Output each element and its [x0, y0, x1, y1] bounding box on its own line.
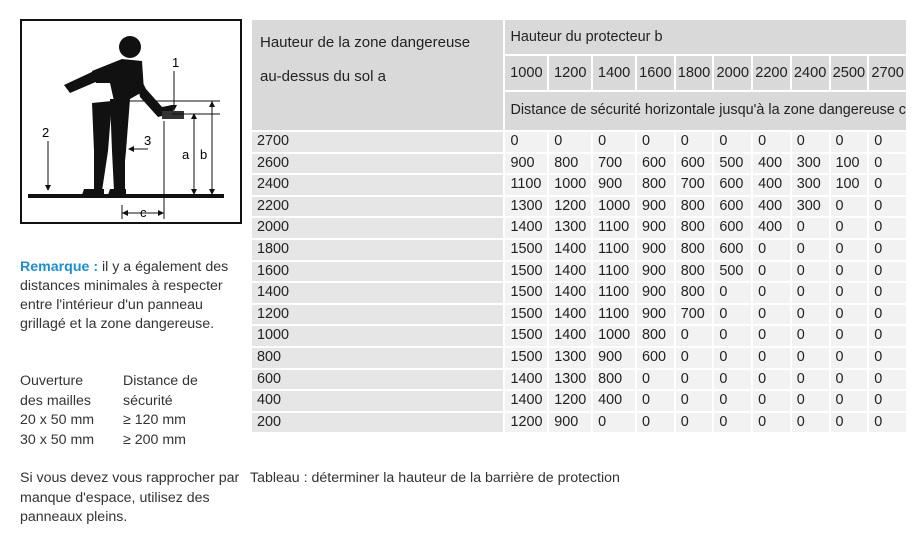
distance-cell: 0 — [831, 132, 868, 152]
zone-height-cell: 1600 — [252, 262, 503, 282]
distance-cell: 100 — [831, 175, 868, 195]
distance-cell: 0 — [869, 391, 906, 411]
distance-cell: 1400 — [505, 218, 547, 238]
distance-cell: 1100 — [593, 240, 635, 260]
zone-height-cell: 600 — [252, 370, 503, 390]
column-header: 1400 — [593, 56, 635, 90]
distance-cell: 0 — [792, 326, 829, 346]
remark-label: Remarque : — [20, 259, 99, 275]
distance-cell: 0 — [714, 305, 751, 325]
distance-cell: 0 — [549, 132, 591, 152]
distance-cell: 1500 — [505, 305, 547, 325]
zone-height-cell: 2700 — [252, 132, 503, 152]
distance-cell: 1100 — [505, 175, 547, 195]
distance-cell: 1000 — [593, 197, 635, 217]
protector-height-header: Hauteur du protecteur b — [505, 20, 906, 54]
distance-cell: 400 — [753, 154, 790, 174]
zone-height-cell: 2400 — [252, 175, 503, 195]
distance-cell: 0 — [792, 391, 829, 411]
safety-distance-figure — [20, 19, 242, 224]
distance-cell: 1300 — [549, 218, 591, 238]
column-header: 1200 — [549, 56, 591, 90]
distance-cell: 700 — [676, 175, 713, 195]
figure-label-c: c — [140, 205, 147, 220]
distance-cell: 1400 — [505, 391, 547, 411]
column-header: 2200 — [753, 56, 790, 90]
distance-cell: 0 — [753, 413, 790, 433]
distance-cell: 600 — [676, 154, 713, 174]
horizontal-distance-header: Distance de sécurité horizontale jusqu'à la zone dangereuse c — [505, 92, 906, 130]
zone-height-cell: 1000 — [252, 326, 503, 346]
distance-cell: 900 — [593, 175, 635, 195]
distance-cell: 800 — [549, 154, 591, 174]
distance-cell: 1500 — [505, 348, 547, 368]
distance-cell: 1300 — [549, 348, 591, 368]
distance-cell: 600 — [714, 218, 751, 238]
zone-height-cell: 2200 — [252, 197, 503, 217]
mesh-distance-header-2: sécurité — [123, 392, 173, 409]
distance-cell: 0 — [869, 240, 906, 260]
distance-cell: 600 — [637, 154, 674, 174]
distance-cell: 1200 — [505, 413, 547, 433]
distance-cell: 0 — [831, 240, 868, 260]
table-row — [252, 218, 906, 238]
column-header: 1800 — [676, 56, 713, 90]
distance-cell: 1300 — [549, 370, 591, 390]
column-header: 2400 — [792, 56, 829, 90]
distance-cell: 1100 — [593, 262, 635, 282]
distance-cell: 300 — [792, 175, 829, 195]
table-row — [252, 348, 906, 368]
distance-cell: 0 — [753, 283, 790, 303]
table-row — [252, 370, 906, 390]
distance-cell: 0 — [831, 218, 868, 238]
column-header: 2500 — [831, 56, 868, 90]
zone-height-cell: 1800 — [252, 240, 503, 260]
distance-cell: 1500 — [505, 262, 547, 282]
table-row — [252, 305, 906, 325]
distance-cell: 0 — [792, 262, 829, 282]
distance-cell: 0 — [869, 370, 906, 390]
distance-cell: 0 — [792, 370, 829, 390]
distance-cell: 700 — [676, 305, 713, 325]
distance-cell: 0 — [869, 218, 906, 238]
distance-cell: 0 — [792, 305, 829, 325]
distance-cell: 0 — [869, 413, 906, 433]
distance-cell: 900 — [637, 305, 674, 325]
distance-cell: 1500 — [505, 283, 547, 303]
distance-cell: 0 — [753, 326, 790, 346]
distance-cell: 0 — [714, 370, 751, 390]
distance-cell: 300 — [792, 197, 829, 217]
distance-cell: 400 — [593, 391, 635, 411]
distance-cell: 400 — [753, 175, 790, 195]
distance-cell: 400 — [753, 197, 790, 217]
figure-label-a: a — [182, 147, 190, 162]
distance-cell: 0 — [831, 348, 868, 368]
distance-cell: 0 — [593, 413, 635, 433]
distance-cell: 0 — [505, 132, 547, 152]
distance-cell: 0 — [869, 348, 906, 368]
worker-barrier-illustration — [22, 21, 240, 222]
figure-label-2: 2 — [42, 125, 50, 140]
distance-cell: 0 — [869, 132, 906, 152]
distance-cell: 900 — [637, 197, 674, 217]
distance-cell: 900 — [549, 413, 591, 433]
column-header: 2000 — [714, 56, 751, 90]
distance-cell: 0 — [714, 132, 751, 152]
table-row — [252, 132, 906, 152]
table-row — [252, 262, 906, 282]
distance-cell: 500 — [714, 262, 751, 282]
distance-cell: 600 — [714, 197, 751, 217]
distance-cell: 0 — [676, 413, 713, 433]
distance-cell: 0 — [831, 391, 868, 411]
distance-cell: 0 — [869, 175, 906, 195]
tip-text: Si vous devez vous rapprocher par manque d'espace, utilisez des panneaux pleins. — [20, 470, 240, 525]
distance-cell: 0 — [831, 262, 868, 282]
mesh-distance-header-1: Distance de — [123, 373, 198, 389]
distance-cell: 0 — [676, 348, 713, 368]
mesh-distance-value: ≥ 120 mm — [123, 412, 186, 428]
distance-cell: 900 — [637, 262, 674, 282]
distance-cell: 0 — [753, 240, 790, 260]
remark-text: il y a également des distances minimales à respecter entre l'intérieur d'un panneau grillagé et la zone dangereuse. — [20, 259, 229, 332]
table-caption: Tableau : déterminer la hauteur de la barrière de protection — [250, 470, 620, 486]
distance-cell: 0 — [637, 370, 674, 390]
distance-cell: 0 — [831, 370, 868, 390]
distance-cell: 0 — [792, 413, 829, 433]
zone-height-cell: 400 — [252, 391, 503, 411]
distance-cell: 1400 — [549, 262, 591, 282]
distance-cell: 900 — [637, 283, 674, 303]
zone-height-cell: 2600 — [252, 154, 503, 174]
distance-cell: 0 — [792, 240, 829, 260]
distance-cell: 0 — [753, 262, 790, 282]
table-row — [252, 197, 906, 217]
distance-cell: 0 — [753, 391, 790, 411]
distance-cell: 900 — [593, 348, 635, 368]
table-row — [252, 326, 906, 346]
column-header: 2700 — [869, 56, 906, 90]
distance-cell: 1400 — [549, 305, 591, 325]
mesh-distance-value: ≥ 200 mm — [123, 431, 186, 448]
column-header: 1000 — [505, 56, 547, 90]
worker-figure — [64, 36, 174, 195]
distance-cell: 0 — [714, 326, 751, 346]
distance-cell: 1500 — [505, 326, 547, 346]
safety-distance-table — [250, 18, 908, 434]
distance-cell: 0 — [676, 132, 713, 152]
distance-cell: 1200 — [549, 197, 591, 217]
table-row — [252, 175, 906, 195]
distance-cell: 1100 — [593, 218, 635, 238]
distance-cell: 400 — [753, 218, 790, 238]
distance-cell: 0 — [869, 305, 906, 325]
table-row — [252, 283, 906, 303]
distance-cell: 1400 — [549, 326, 591, 346]
distance-cell: 0 — [792, 218, 829, 238]
distance-cell: 1200 — [549, 391, 591, 411]
zone-height-cell: 200 — [252, 413, 503, 433]
distance-cell: 1400 — [549, 283, 591, 303]
distance-cell: 0 — [753, 370, 790, 390]
distance-cell: 0 — [792, 283, 829, 303]
zone-height-cell: 2000 — [252, 218, 503, 238]
distance-cell: 0 — [869, 197, 906, 217]
distance-cell: 0 — [753, 348, 790, 368]
distance-cell: 0 — [676, 391, 713, 411]
distance-cell: 0 — [637, 413, 674, 433]
zone-height-cell: 800 — [252, 348, 503, 368]
distance-cell: 100 — [831, 154, 868, 174]
distance-cell: 1000 — [549, 175, 591, 195]
distance-cell: 0 — [831, 413, 868, 433]
distance-cell: 0 — [676, 326, 713, 346]
figure-label-1: 1 — [172, 55, 180, 70]
distance-cell: 600 — [714, 240, 751, 260]
distance-cell: 1400 — [549, 240, 591, 260]
remark-note — [20, 258, 242, 334]
figure-label-b: b — [200, 147, 208, 162]
table-row — [252, 154, 906, 174]
distance-cell: 0 — [869, 262, 906, 282]
distance-cell: 800 — [676, 218, 713, 238]
distance-cell: 1300 — [505, 197, 547, 217]
distance-cell: 0 — [753, 132, 790, 152]
distance-cell: 0 — [792, 348, 829, 368]
distance-cell: 500 — [714, 154, 751, 174]
distance-cell: 0 — [831, 305, 868, 325]
distance-cell: 0 — [869, 283, 906, 303]
table-row — [252, 413, 906, 433]
zone-height-cell: 1200 — [252, 305, 503, 325]
distance-cell: 800 — [637, 175, 674, 195]
distance-cell: 0 — [593, 132, 635, 152]
table-row — [252, 391, 906, 411]
figure-label-3: 3 — [144, 133, 152, 148]
distance-cell: 0 — [714, 348, 751, 368]
distance-cell: 0 — [831, 326, 868, 346]
distance-cell: 0 — [753, 305, 790, 325]
distance-cell: 0 — [831, 283, 868, 303]
distance-cell: 1100 — [593, 305, 635, 325]
distance-cell: 0 — [869, 326, 906, 346]
distance-cell: 800 — [676, 262, 713, 282]
column-header: 1600 — [637, 56, 674, 90]
distance-cell: 1100 — [593, 283, 635, 303]
distance-cell: 0 — [637, 391, 674, 411]
distance-cell: 1000 — [593, 326, 635, 346]
distance-cell: 0 — [676, 370, 713, 390]
distance-cell: 0 — [637, 132, 674, 152]
distance-cell: 0 — [714, 391, 751, 411]
distance-cell: 1400 — [505, 370, 547, 390]
distance-cell: 800 — [676, 197, 713, 217]
distance-cell: 800 — [676, 240, 713, 260]
distance-cell: 900 — [637, 218, 674, 238]
mesh-opening-value: 30 x 50 mm — [20, 431, 95, 448]
distance-cell: 300 — [792, 154, 829, 174]
distance-cell: 600 — [637, 348, 674, 368]
distance-cell: 900 — [505, 154, 547, 174]
distance-cell: 0 — [792, 132, 829, 152]
mesh-opening-header-1: Ouverture — [20, 373, 84, 389]
distance-cell: 0 — [869, 154, 906, 174]
row-header-cell: Hauteur de la zone dangereuse au-dessus du sol a — [252, 20, 503, 130]
distance-cell: 800 — [676, 283, 713, 303]
table-row — [252, 240, 906, 260]
distance-cell: 1500 — [505, 240, 547, 260]
distance-cell: 800 — [637, 326, 674, 346]
distance-cell: 800 — [593, 370, 635, 390]
distance-cell: 900 — [637, 240, 674, 260]
mesh-opening-value: 20 x 50 mm — [20, 412, 95, 428]
zone-height-cell: 1400 — [252, 283, 503, 303]
distance-cell: 0 — [714, 413, 751, 433]
distance-cell: 0 — [714, 283, 751, 303]
distance-cell: 600 — [714, 175, 751, 195]
distance-cell: 0 — [831, 197, 868, 217]
distance-cell: 700 — [593, 154, 635, 174]
mesh-opening-header-2: des mailles — [20, 392, 91, 409]
